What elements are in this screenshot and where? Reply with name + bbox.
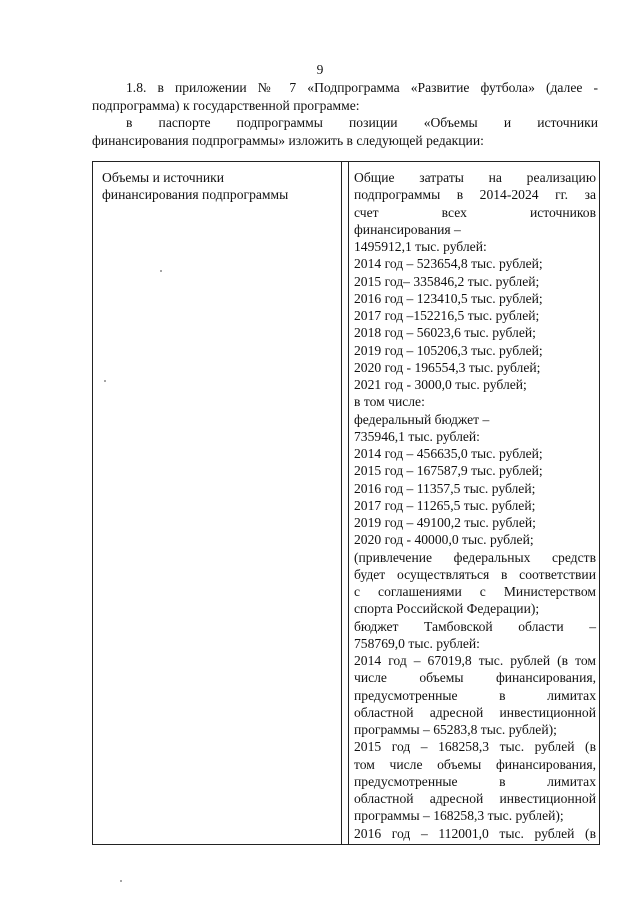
table-value-line: областной адресной инвестиционной — [354, 791, 596, 806]
table-label-line: Объемы и источники — [102, 170, 225, 185]
scan-speck — [104, 380, 106, 382]
table-value-line: (привлечение федеральных средств — [354, 549, 596, 565]
scan-speck — [120, 880, 122, 882]
table-value-line: финансирования – — [354, 221, 461, 237]
table-value-line: 2014 год – 523654,8 тыс. рублей; — [354, 256, 543, 272]
table-value-line: 1495912,1 тыс. рублей: — [354, 239, 487, 254]
table-value-line: предусмотренные в лимитах — [354, 773, 596, 789]
amendment-paragraph-2-line: в паспорте подпрограммы позиции «Объемы и источники — [126, 115, 598, 130]
table-value-line: 2016 год – 11357,5 тыс. рублей; — [354, 480, 536, 496]
table-value-line: 2015 год – 168258,3 тыс. рублей (в — [354, 739, 596, 755]
amendment-paragraph-2 — [92, 114, 598, 149]
table-value-line: 735946,1 тыс. рублей: — [354, 428, 480, 444]
table-value-line: 2016 год – 112001,0 тыс. рублей (в — [354, 825, 596, 841]
table-value-line: 2017 год – 11265,5 тыс. рублей; — [354, 497, 536, 513]
table-value-line: в том числе: — [354, 394, 425, 410]
table-label-cell — [93, 162, 342, 844]
table-value-line: 2019 год – 49100,2 тыс. рублей; — [354, 515, 536, 530]
table-value-line: с соглашениями с Министерством — [354, 584, 596, 599]
table-value-line: числе объемы финансирования, — [354, 670, 596, 686]
amendment-paragraph-1 — [92, 79, 598, 114]
table-value-line: 2016 год – 123410,5 тыс. рублей; — [354, 290, 543, 306]
scan-speck — [160, 270, 162, 272]
table-value-line: 2017 год –152216,5 тыс. рублей; — [354, 308, 540, 323]
table-value-line: областной адресной инвестиционной — [354, 704, 596, 720]
table-value-line: 2021 год - 3000,0 тыс. рублей; — [354, 377, 527, 392]
table-value-line: Общие затраты на реализацию — [354, 170, 596, 185]
table-value-cell — [348, 162, 600, 844]
table-value-line: программы – 168258,3 тыс. рублей); — [354, 808, 564, 824]
table-value-line: 2014 год – 456635,0 тыс. рублей; — [354, 446, 543, 461]
page-number: 9 — [316, 62, 324, 77]
table-value-line: бюджет Тамбовской области – — [354, 618, 596, 634]
table-value-line: предусмотренные в лимитах — [354, 687, 596, 703]
table-value-line: 2015 год– 335846,2 тыс. рублей; — [354, 273, 540, 289]
amendment-paragraph-1-line: 1.8. в приложении № 7 «Подпрограмма «Развитие футбола» (далее - — [126, 80, 598, 95]
table-value-line: подпрограммы в 2014-2024 гг. за — [354, 187, 596, 203]
table-value-line: федеральный бюджет – — [354, 411, 490, 427]
table-value-line: счет всех источников — [354, 204, 596, 220]
table-value-line: 2019 год – 105206,3 тыс. рублей; — [354, 342, 543, 358]
table-value-line: программы – 65283,8 тыс. рублей); — [354, 722, 557, 737]
table-value-line: 2018 год – 56023,6 тыс. рублей; — [354, 325, 536, 341]
amendment-paragraph-1-line: подпрограмма) к государственной программе: — [92, 97, 360, 113]
table-value-line: 2014 год – 67019,8 тыс. рублей (в том — [354, 653, 596, 668]
table-value-line: 2015 год – 167587,9 тыс. рублей; — [354, 463, 543, 479]
amendment-paragraph-2-line: финансирования подпрограммы» изложить в следующей редакции: — [92, 132, 484, 148]
table-value-line: 2020 год - 196554,3 тыс. рублей; — [354, 359, 541, 375]
table-value-line: 2020 год - 40000,0 тыс. рублей; — [354, 532, 534, 548]
table-label-line: финансирования подпрограммы — [102, 187, 289, 203]
funding-table — [92, 161, 600, 845]
table-value-line: спорта Российской Федерации); — [354, 601, 540, 617]
table-value-line: будет осуществляться в соответствии — [354, 566, 596, 582]
table-value-line: том числе объемы финансирования, — [354, 756, 596, 772]
table-value-line: 758769,0 тыс. рублей: — [354, 635, 480, 651]
